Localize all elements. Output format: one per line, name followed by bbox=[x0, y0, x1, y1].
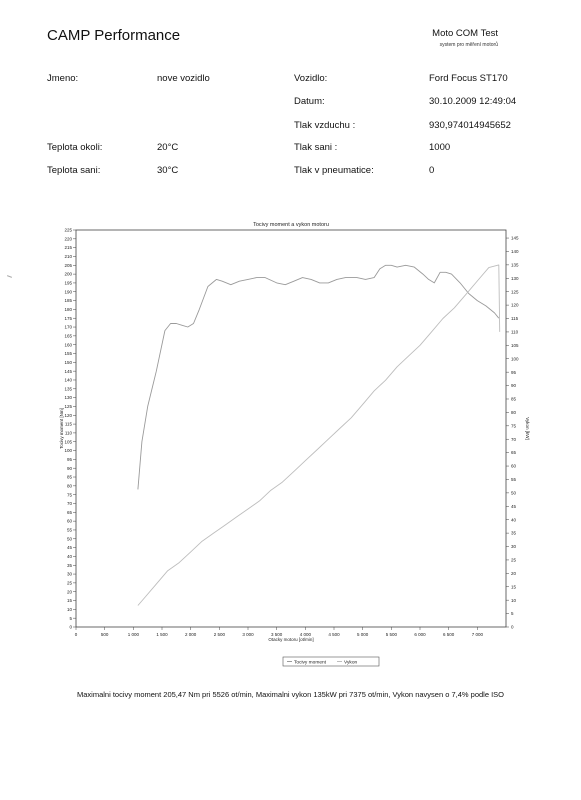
y2-tick-label: 95 bbox=[511, 369, 517, 375]
y2-tick-label: 90 bbox=[511, 383, 517, 389]
tlak-vzduchu-value: 930,974014945652 bbox=[429, 120, 511, 131]
y2-tick-label: 135 bbox=[511, 262, 519, 268]
y-tick-label: 110 bbox=[64, 430, 72, 436]
y2-tick-label: 35 bbox=[511, 530, 517, 536]
x-tick-label: 2 500 bbox=[213, 632, 225, 637]
y2-axis-label: Vykon [kW] bbox=[525, 417, 530, 440]
datum-value: 30.10.2009 12:49:04 bbox=[429, 96, 517, 107]
y2-tick-label: 55 bbox=[511, 477, 517, 483]
y-tick-label: 140 bbox=[64, 377, 72, 383]
y2-tick-label: 70 bbox=[511, 436, 517, 442]
x-tick-label: 4 000 bbox=[299, 632, 311, 637]
y2-tick-label: 65 bbox=[511, 450, 517, 456]
x-tick-label: 5 500 bbox=[385, 632, 397, 637]
y-tick-label: 10 bbox=[66, 606, 72, 612]
y-tick-label: 160 bbox=[64, 342, 72, 348]
brand-title: CAMP Performance bbox=[47, 27, 181, 44]
y-tick-label: 195 bbox=[64, 280, 72, 286]
y-tick-label: 5 bbox=[69, 615, 72, 621]
x-tick-label: 5 000 bbox=[357, 632, 369, 637]
plot-area bbox=[76, 230, 506, 627]
y-tick-label: 125 bbox=[64, 404, 72, 410]
y2-tick-label: 25 bbox=[511, 557, 517, 563]
y-tick-label: 60 bbox=[66, 518, 72, 524]
y-tick-label: 100 bbox=[64, 448, 72, 454]
y-tick-label: 30 bbox=[66, 571, 72, 577]
y-tick-label: 200 bbox=[64, 271, 72, 277]
y-tick-label: 180 bbox=[64, 307, 72, 312]
x-tick-label: 3 500 bbox=[271, 632, 283, 637]
y2-tick-label: 145 bbox=[511, 235, 519, 241]
y2-tick-label: 130 bbox=[511, 275, 519, 281]
y2-tick-label: 80 bbox=[511, 410, 517, 416]
y-tick-label: 15 bbox=[66, 598, 72, 604]
tlak-vzduchu-label: Tlak vzduchu : bbox=[294, 120, 356, 131]
y-tick-label: 35 bbox=[66, 562, 72, 568]
y-tick-label: 165 bbox=[64, 333, 72, 339]
y-axis-label: Tocivy moment [Nm] bbox=[59, 408, 64, 449]
x-tick-label: 6 500 bbox=[443, 632, 455, 637]
y2-tick-label: 110 bbox=[511, 329, 519, 335]
org-name: Moto COM Test bbox=[432, 28, 498, 39]
y-tick-label: 115 bbox=[64, 421, 72, 427]
y-tick-label: 135 bbox=[64, 386, 72, 392]
teplota-okoli-label: Teplota okoli: bbox=[47, 142, 103, 153]
legend-label-vykon: Vykon bbox=[344, 660, 358, 666]
teplota-okoli-value: 20°C bbox=[157, 142, 179, 153]
y-tick-label: 55 bbox=[66, 527, 72, 533]
y2-tick-label: 100 bbox=[511, 356, 519, 362]
y-tick-label: 120 bbox=[64, 412, 72, 418]
series-line-vykon bbox=[138, 265, 500, 606]
y-tick-label: 210 bbox=[64, 254, 72, 260]
teplota-sani-value: 30°C bbox=[157, 165, 179, 176]
y-tick-label: 95 bbox=[66, 456, 72, 462]
y-tick-label: 220 bbox=[64, 236, 72, 242]
jmeno-label: Jmeno: bbox=[47, 73, 79, 84]
y-tick-label: 205 bbox=[64, 262, 72, 268]
y-tick-label: 75 bbox=[66, 492, 72, 498]
y2-tick-label: 115 bbox=[511, 316, 519, 322]
datum-label: Datum: bbox=[294, 96, 325, 107]
y-tick-label: 105 bbox=[64, 439, 72, 445]
tlak-pneu-value: 0 bbox=[429, 165, 435, 176]
x-tick-label: 3 000 bbox=[242, 632, 254, 637]
y-tick-label: 90 bbox=[66, 465, 72, 471]
y2-tick-label: 105 bbox=[511, 342, 519, 348]
y-tick-label: 175 bbox=[64, 315, 72, 321]
x-tick-label: 500 bbox=[100, 632, 109, 637]
tlak-pneu-label: Tlak v pneumatice: bbox=[294, 165, 374, 176]
x-tick-label: 0 bbox=[74, 632, 78, 637]
y-tick-label: 215 bbox=[64, 245, 72, 251]
y2-tick-label: 75 bbox=[511, 423, 517, 429]
y2-tick-label: 45 bbox=[511, 503, 517, 509]
y2-tick-label: 120 bbox=[511, 302, 519, 308]
y-tick-label: 45 bbox=[66, 545, 72, 551]
series-line-tocivy-moment bbox=[138, 265, 499, 489]
y2-tick-label: 125 bbox=[511, 289, 519, 295]
y2-tick-label: 30 bbox=[511, 544, 517, 550]
x-tick-label: 6 000 bbox=[414, 632, 426, 637]
y-tick-label: 155 bbox=[64, 351, 72, 357]
x-tick-label: 1 500 bbox=[156, 632, 168, 637]
tlak-sani-value: 1000 bbox=[429, 142, 451, 153]
y-tick-label: 25 bbox=[66, 580, 72, 586]
y-tick-label: 150 bbox=[64, 359, 72, 365]
y2-tick-label: 0 bbox=[511, 624, 514, 630]
y-tick-label: 225 bbox=[64, 227, 72, 233]
teplota-sani-label: Teplota sani: bbox=[47, 165, 101, 176]
x-tick-label: 4 500 bbox=[328, 632, 340, 637]
y-tick-label: 190 bbox=[64, 289, 72, 295]
y-tick-label: 85 bbox=[66, 474, 72, 480]
y-tick-label: 40 bbox=[66, 554, 72, 560]
x-tick-label: 7 000 bbox=[471, 632, 483, 637]
y-tick-label: 80 bbox=[66, 483, 72, 489]
vozidlo-label: Vozidlo: bbox=[294, 73, 328, 84]
y-tick-label: 185 bbox=[64, 298, 72, 304]
jmeno-value: nove vozidlo bbox=[157, 73, 210, 84]
y-tick-label: 170 bbox=[64, 324, 72, 330]
y2-tick-label: 85 bbox=[511, 396, 517, 402]
y2-tick-label: 5 bbox=[511, 611, 514, 617]
y-tick-label: 50 bbox=[66, 536, 72, 542]
y2-tick-label: 15 bbox=[511, 584, 517, 590]
y-tick-label: 145 bbox=[64, 368, 72, 374]
summary-text: Maximalni tocivy moment 205,47 Nm pri 5526 ot/min, Maximalni vykon 135kW pri 7375 ot/min, Vykon navysen o 7,4% podle ISO bbox=[77, 690, 504, 699]
y-tick-label: 65 bbox=[66, 509, 72, 515]
y-tick-label: 130 bbox=[64, 395, 72, 401]
org-subtitle: system pro měření motorů bbox=[439, 42, 498, 48]
y-tick-label: 0 bbox=[69, 624, 72, 630]
y2-tick-label: 50 bbox=[511, 490, 517, 496]
tlak-sani-label: Tlak sani : bbox=[294, 142, 338, 153]
y-tick-label: 20 bbox=[66, 589, 72, 595]
y2-tick-label: 10 bbox=[511, 597, 517, 603]
legend-label-tocivy-moment: Tocivy moment bbox=[294, 660, 326, 666]
y2-tick-label: 40 bbox=[511, 517, 517, 523]
x-tick-label: 2 000 bbox=[185, 632, 197, 637]
x-axis-label: Otacky motoru [ot/min] bbox=[268, 637, 314, 642]
chart-title: Tocivy moment a vykon motoru bbox=[253, 222, 329, 228]
y2-tick-label: 140 bbox=[511, 249, 519, 255]
vozidlo-value: Ford Focus ST170 bbox=[429, 73, 508, 84]
x-tick-label: 1 000 bbox=[127, 632, 139, 637]
y-tick-label: 70 bbox=[66, 501, 72, 507]
y2-tick-label: 60 bbox=[511, 463, 517, 469]
y2-tick-label: 20 bbox=[511, 570, 517, 576]
